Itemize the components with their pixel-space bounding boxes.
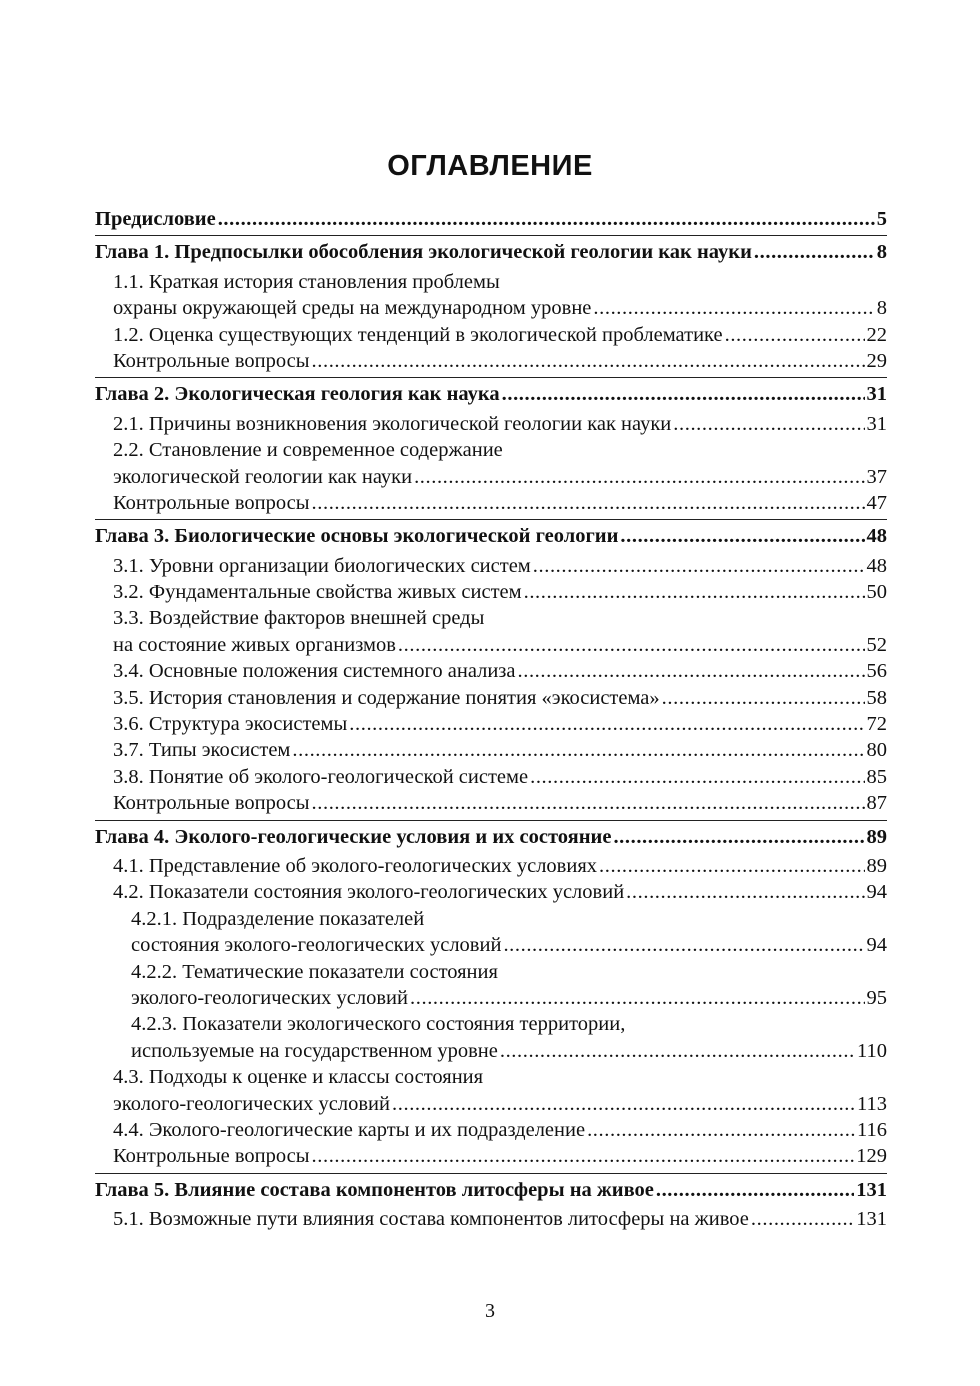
dot-leader (503, 932, 864, 958)
table-of-contents (95, 206, 887, 1232)
dot-leader (620, 523, 864, 549)
toc-entry-page: 80 (866, 739, 887, 762)
toc-entry-page: 48 (866, 554, 887, 577)
dot-leader (500, 1038, 855, 1064)
toc-entry-label: Контрольные вопросы (113, 792, 310, 815)
toc-entry-preface[interactable] (95, 206, 887, 232)
toc-entry-label: Глава 2. Экологическая геология как наука (95, 383, 500, 406)
chapter-block (95, 377, 887, 516)
toc-entry-page: 89 (866, 854, 887, 877)
toc-entry-section[interactable] (95, 490, 887, 516)
dot-leader (613, 824, 864, 850)
dot-leader (587, 1117, 855, 1143)
toc-entry-section[interactable] (95, 553, 887, 579)
toc-entry-label: 5.1. Возможные пути влияния состава компонентов литосферы на живое (113, 1208, 749, 1231)
toc-entry-page: 94 (866, 934, 887, 957)
toc-entry-label: Глава 1. Предпосылки обособления экологической геологии как науки (95, 241, 752, 264)
dot-leader (414, 464, 864, 490)
toc-entry-page: 22 (866, 323, 887, 346)
toc-entry-section[interactable] (95, 1143, 887, 1169)
toc-entry-chapter[interactable] (95, 824, 887, 850)
dot-leader (312, 790, 865, 816)
toc-entry-first-line: 1.1. Краткая история становления проблемы (113, 270, 500, 293)
toc-entry-page: 56 (866, 660, 887, 683)
toc-entry-page: 131 (856, 1208, 887, 1231)
toc-entry-section[interactable] (95, 1117, 887, 1143)
toc-entry-section[interactable] (95, 1091, 887, 1117)
toc-entry-label: 2.1. Причины возникновения экологической геологии как науки (113, 412, 672, 435)
toc-entry-page: 50 (866, 581, 887, 604)
toc-entry-label: 4.1. Представление об эколого-геологических условиях (113, 854, 598, 877)
dot-leader (312, 348, 865, 374)
toc-entry-section[interactable] (95, 853, 887, 879)
dot-leader (218, 206, 875, 232)
dot-leader (599, 853, 864, 879)
toc-entry-label: эколого-геологических условий (113, 1092, 391, 1115)
toc-entry-page: 47 (866, 491, 887, 514)
toc-entry-label: на состояние живых организмов (113, 633, 396, 656)
toc-entry-page: 110 (857, 1039, 887, 1062)
toc-entry-page: 58 (866, 686, 887, 709)
chapter-block (95, 1173, 887, 1233)
toc-entry-label: эколого-геологических условий (131, 986, 409, 1009)
toc-entry-label: 3.8. Понятие об эколого-геологической системе (113, 765, 529, 788)
toc-entry-label: 3.6. Структура экосистемы (113, 713, 348, 736)
toc-entry-page: 87 (866, 792, 887, 815)
toc-entry-section[interactable] (95, 1038, 887, 1064)
dot-leader (626, 879, 864, 905)
toc-entry-label: 4.2. Показатели состояния эколого-геологических условий (113, 881, 625, 904)
toc-entry-label: 3.2. Фундаментальные свойства живых систем (113, 581, 522, 604)
toc-entry-first-line: 4.3. Подходы к оценке и классы состояния (113, 1066, 484, 1089)
toc-entry-section[interactable] (95, 985, 887, 1011)
toc-entry-chapter[interactable] (95, 381, 887, 407)
dot-leader (751, 1206, 854, 1232)
dot-leader (398, 632, 865, 658)
toc-entry-page: 131 (856, 1178, 887, 1201)
chapter-block (95, 519, 887, 816)
toc-entry-section[interactable] (95, 411, 887, 437)
toc-entry-first-line: 2.2. Становление и современное содержание (113, 439, 503, 462)
dot-leader (312, 490, 865, 516)
toc-entry-label: Предисловие (95, 208, 216, 230)
toc-entry-section[interactable] (95, 711, 887, 737)
toc-entry-page: 8 (876, 241, 887, 264)
section-list (95, 411, 887, 517)
toc-entry-section[interactable] (95, 685, 887, 711)
toc-entry-label: 3.7. Типы экосистем (113, 739, 291, 762)
toc-entry-section[interactable] (95, 632, 887, 658)
toc-entry-page: 31 (866, 383, 887, 406)
dot-leader (673, 411, 864, 437)
toc-entry-section[interactable] (95, 1206, 887, 1232)
toc-entry-label: Глава 5. Влияние состава компонентов литосферы на живое (95, 1178, 654, 1201)
toc-entry-label: используемые на государственном уровне (131, 1039, 498, 1062)
dot-leader (518, 658, 865, 684)
toc-entry-page: 8 (876, 297, 887, 320)
toc-entry-page: 129 (856, 1145, 887, 1168)
page-title: ОГЛАВЛЕНИЕ (387, 150, 593, 182)
dot-leader (410, 985, 864, 1011)
toc-entry-page: 113 (857, 1092, 887, 1115)
toc-entry-label: экологической геологии как науки (113, 465, 413, 488)
dot-leader (524, 579, 865, 605)
toc-entry-page: 95 (866, 986, 887, 1009)
toc-entry-section[interactable] (95, 790, 887, 816)
dot-leader (593, 295, 874, 321)
toc-entry-page: 52 (866, 633, 887, 656)
dot-leader (656, 1177, 854, 1203)
toc-entry-page: 116 (857, 1118, 887, 1141)
toc-entry-label: Контрольные вопросы (113, 491, 310, 514)
dot-leader (533, 553, 865, 579)
toc-entry-page: 85 (866, 765, 887, 788)
page-number: 3 (485, 1300, 495, 1322)
toc-entry-label: 1.2. Оценка существующих тенденций в экологической проблематике (113, 323, 723, 346)
toc-entry-label: охраны окружающей среды на международном уровне (113, 297, 592, 320)
dot-leader (530, 764, 864, 790)
toc-entry-label: Контрольные вопросы (113, 349, 310, 372)
chapter-block (95, 235, 887, 374)
toc-entry-page: 72 (866, 713, 887, 736)
dot-leader (292, 737, 864, 763)
section-list (95, 269, 887, 375)
toc-entry-label: 3.4. Основные положения системного анализа (113, 660, 516, 683)
section-list (95, 1206, 887, 1232)
toc-entry-section[interactable] (95, 764, 887, 790)
toc-entry-label: Глава 3. Биологические основы экологической геологии (95, 525, 619, 548)
section-list (95, 553, 887, 817)
toc-entry-page: 5 (876, 208, 887, 230)
dot-leader (312, 1143, 855, 1169)
toc-entry-page: 94 (866, 881, 887, 904)
toc-entry-page: 48 (866, 525, 887, 548)
toc-entry-first-line: 3.3. Воздействие факторов внешней среды (113, 607, 485, 630)
toc-entry-section[interactable] (95, 295, 887, 321)
section-list (95, 853, 887, 1170)
toc-entry-section[interactable] (95, 737, 887, 763)
toc-entry-label: Контрольные вопросы (113, 1145, 310, 1168)
toc-entry-label: Глава 4. Эколого-геологические условия и их состояние (95, 825, 612, 848)
toc-entry-section[interactable] (95, 579, 887, 605)
toc-entry-section[interactable] (95, 658, 887, 684)
toc-entry-first-line: 4.2.1. Подразделение показателей (131, 907, 425, 930)
toc-entry-label: 4.4. Эколого-геологические карты и их подразделение (113, 1118, 586, 1141)
toc-entry-page: 31 (866, 412, 887, 435)
toc-entry-page: 29 (866, 349, 887, 372)
dot-leader (349, 711, 864, 737)
dot-leader (662, 685, 865, 711)
dot-leader (502, 381, 865, 407)
toc-entry-section[interactable] (95, 879, 887, 905)
toc-entry-label: 3.1. Уровни организации биологических систем (113, 554, 531, 577)
toc-entry-page: 89 (866, 825, 887, 848)
toc-entry-chapter[interactable] (95, 239, 887, 265)
toc-entry-section[interactable] (95, 464, 887, 490)
dot-leader (725, 322, 865, 348)
toc-entry-chapter[interactable] (95, 1177, 887, 1203)
toc-entry-chapter[interactable] (95, 523, 887, 549)
toc-entry-first-line: 4.2.2. Тематические показатели состояния (131, 960, 498, 983)
toc-entry-first-line: 4.2.3. Показатели экологического состояния территории, (131, 1013, 626, 1036)
toc-entry-section[interactable] (95, 932, 887, 958)
toc-entry-label: состояния эколого-геологических условий (131, 934, 502, 957)
toc-entry-label: 3.5. История становления и содержание понятия «экосистема» (113, 686, 660, 709)
dot-leader (754, 239, 875, 265)
preface-block (95, 206, 887, 232)
toc-entry-section[interactable] (95, 322, 887, 348)
dot-leader (392, 1091, 855, 1117)
toc-entry-page: 37 (866, 465, 887, 488)
chapter-block (95, 820, 887, 1170)
toc-entry-section[interactable] (95, 348, 887, 374)
